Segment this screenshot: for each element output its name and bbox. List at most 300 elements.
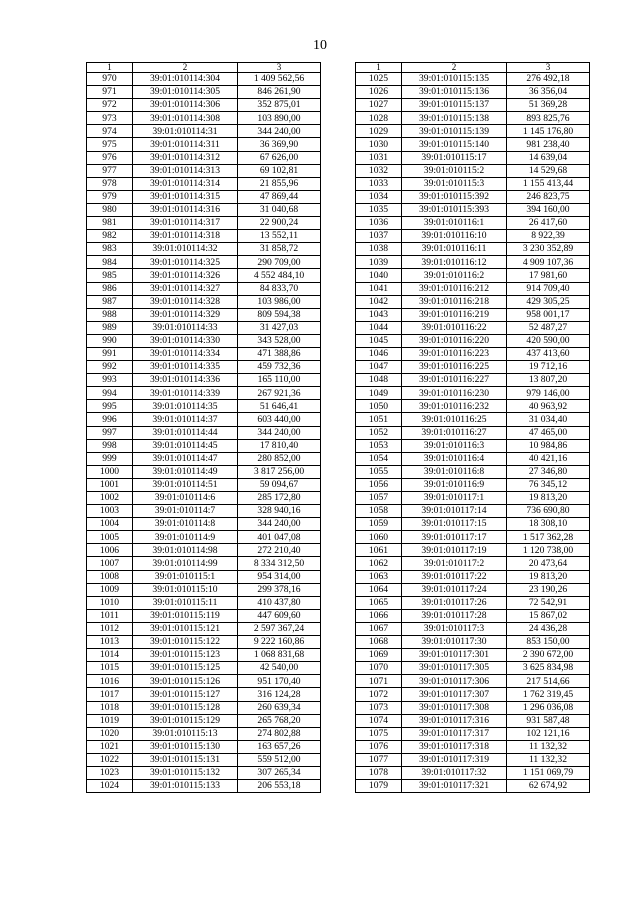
table-row <box>87 609 321 622</box>
cadastral-number-cell: 39:01:010114:330 <box>133 334 238 347</box>
table-row <box>356 701 590 714</box>
value-cell: 31 034,40 <box>507 413 590 426</box>
cadastral-number-cell: 39:01:010114:9 <box>133 531 238 544</box>
cadastral-number-cell: 39:01:010114:335 <box>133 361 238 374</box>
value-cell: 20 473,64 <box>507 557 590 570</box>
cadastral-number-cell: 39:01:010115:140 <box>402 138 507 151</box>
value-cell: 1 151 069,79 <box>507 766 590 779</box>
value-cell: 36 369,90 <box>238 138 321 151</box>
table-row <box>356 321 590 334</box>
table-row <box>356 190 590 203</box>
table-row <box>356 243 590 256</box>
cadastral-number-cell: 39:01:010116:27 <box>402 426 507 439</box>
value-cell: 47 465,00 <box>507 426 590 439</box>
row-number-cell: 1009 <box>87 583 133 596</box>
value-cell: 19 813,20 <box>507 492 590 505</box>
table-row <box>356 256 590 269</box>
cadastral-number-cell: 39:01:010114:49 <box>133 465 238 478</box>
cadastral-number-cell: 39:01:010114:7 <box>133 505 238 518</box>
row-number-cell: 991 <box>87 347 133 360</box>
row-number-cell: 1041 <box>356 282 402 295</box>
value-cell: 280 852,00 <box>238 452 321 465</box>
table-row <box>356 361 590 374</box>
row-number-cell: 1020 <box>87 727 133 740</box>
cadastral-number-cell: 39:01:010115:139 <box>402 125 507 138</box>
row-number-cell: 990 <box>87 334 133 347</box>
value-cell: 954 314,00 <box>238 570 321 583</box>
row-number-cell: 1027 <box>356 99 402 112</box>
table-row <box>356 596 590 609</box>
value-cell: 31 427,03 <box>238 321 321 334</box>
value-cell: 328 940,16 <box>238 505 321 518</box>
value-cell: 76 345,12 <box>507 478 590 491</box>
value-cell: 19 712,16 <box>507 361 590 374</box>
value-cell: 307 265,34 <box>238 766 321 779</box>
value-cell: 47 869,44 <box>238 190 321 203</box>
value-cell: 19 813,20 <box>507 570 590 583</box>
value-cell: 52 487,27 <box>507 321 590 334</box>
row-number-cell: 976 <box>87 151 133 164</box>
cadastral-number-cell: 39:01:010116:219 <box>402 308 507 321</box>
row-number-cell: 989 <box>87 321 133 334</box>
cadastral-number-cell: 39:01:010114:313 <box>133 164 238 177</box>
table-row <box>87 230 321 243</box>
value-cell: 853 150,00 <box>507 636 590 649</box>
row-number-cell: 1031 <box>356 151 402 164</box>
table-row <box>87 112 321 125</box>
table-row <box>87 295 321 308</box>
table-row <box>356 347 590 360</box>
row-number-cell: 1010 <box>87 596 133 609</box>
row-number-cell: 1056 <box>356 478 402 491</box>
cadastral-number-cell: 39:01:010115:11 <box>133 596 238 609</box>
cadastral-number-cell: 39:01:010117:307 <box>402 688 507 701</box>
table-row <box>356 636 590 649</box>
value-cell: 13 552,11 <box>238 230 321 243</box>
value-cell: 260 639,34 <box>238 701 321 714</box>
cadastral-number-cell: 39:01:010116:8 <box>402 465 507 478</box>
cadastral-number-cell: 39:01:010115:128 <box>133 701 238 714</box>
row-number-cell: 985 <box>87 269 133 282</box>
cadastral-number-cell: 39:01:010114:33 <box>133 321 238 334</box>
table-row <box>356 374 590 387</box>
value-cell: 31 858,72 <box>238 243 321 256</box>
row-number-cell: 1024 <box>87 780 133 793</box>
table-row <box>356 230 590 243</box>
row-number-cell: 992 <box>87 361 133 374</box>
value-cell: 163 657,26 <box>238 740 321 753</box>
column-header-cadastral-number: 2 <box>133 63 238 73</box>
table-row <box>87 636 321 649</box>
table-row <box>87 649 321 662</box>
value-cell: 914 709,40 <box>507 282 590 295</box>
value-cell: 394 160,00 <box>507 203 590 216</box>
row-number-cell: 1061 <box>356 544 402 557</box>
cadastral-number-cell: 39:01:010116:9 <box>402 478 507 491</box>
table-row <box>87 282 321 295</box>
row-number-cell: 988 <box>87 308 133 321</box>
cadastral-number-cell: 39:01:010117:308 <box>402 701 507 714</box>
table-row <box>87 308 321 321</box>
table-row <box>87 217 321 230</box>
row-number-cell: 1001 <box>87 478 133 491</box>
row-number-cell: 1000 <box>87 465 133 478</box>
table-row <box>87 177 321 190</box>
row-number-cell: 1058 <box>356 505 402 518</box>
cadastral-number-cell: 39:01:010115:17 <box>402 151 507 164</box>
cadastral-table-left <box>86 62 321 793</box>
cadastral-number-cell: 39:01:010115:119 <box>133 609 238 622</box>
value-cell: 1 068 831,68 <box>238 649 321 662</box>
value-cell: 67 626,00 <box>238 151 321 164</box>
row-number-cell: 1053 <box>356 439 402 452</box>
cadastral-number-cell: 39:01:010114:312 <box>133 151 238 164</box>
row-number-cell: 1067 <box>356 622 402 635</box>
value-cell: 893 825,76 <box>507 112 590 125</box>
table-row <box>356 505 590 518</box>
table-row <box>87 400 321 413</box>
table-row <box>356 217 590 230</box>
row-number-cell: 1012 <box>87 622 133 635</box>
cadastral-number-cell: 39:01:010116:227 <box>402 374 507 387</box>
cadastral-number-cell: 39:01:010116:22 <box>402 321 507 334</box>
row-number-cell: 1064 <box>356 583 402 596</box>
value-cell: 290 709,00 <box>238 256 321 269</box>
row-number-cell: 1059 <box>356 518 402 531</box>
table-row <box>87 557 321 570</box>
cadastral-number-cell: 39:01:010115:1 <box>133 570 238 583</box>
table-row <box>87 701 321 714</box>
cadastral-number-cell: 39:01:010114:37 <box>133 413 238 426</box>
table-row <box>356 662 590 675</box>
column-header-number: 1 <box>87 63 133 73</box>
table-row <box>356 727 590 740</box>
value-cell: 1 762 319,45 <box>507 688 590 701</box>
row-number-cell: 1062 <box>356 557 402 570</box>
table-row <box>356 675 590 688</box>
value-cell: 951 170,40 <box>238 675 321 688</box>
table-row <box>87 86 321 99</box>
cadastral-number-cell: 39:01:010117:306 <box>402 675 507 688</box>
cadastral-number-cell: 39:01:010115:129 <box>133 714 238 727</box>
row-number-cell: 975 <box>87 138 133 151</box>
cadastral-number-cell: 39:01:010114:45 <box>133 439 238 452</box>
cadastral-number-cell: 39:01:010116:220 <box>402 334 507 347</box>
table-row <box>356 544 590 557</box>
row-number-cell: 1028 <box>356 112 402 125</box>
row-number-cell: 1029 <box>356 125 402 138</box>
value-cell: 13 807,20 <box>507 374 590 387</box>
table-row <box>87 190 321 203</box>
row-number-cell: 979 <box>87 190 133 203</box>
value-cell: 23 190,26 <box>507 583 590 596</box>
value-cell: 1 145 176,80 <box>507 125 590 138</box>
table-row <box>356 649 590 662</box>
row-number-cell: 1057 <box>356 492 402 505</box>
table-row <box>356 282 590 295</box>
table-row <box>356 465 590 478</box>
row-number-cell: 993 <box>87 374 133 387</box>
cadastral-number-cell: 39:01:010114:317 <box>133 217 238 230</box>
value-cell: 1 120 738,00 <box>507 544 590 557</box>
table-row <box>87 164 321 177</box>
cadastral-number-cell: 39:01:010115:131 <box>133 753 238 766</box>
value-cell: 272 210,40 <box>238 544 321 557</box>
row-number-cell: 1037 <box>356 230 402 243</box>
table-row <box>356 387 590 400</box>
table-row <box>87 662 321 675</box>
table-row <box>356 780 590 793</box>
value-cell: 437 413,60 <box>507 347 590 360</box>
row-number-cell: 978 <box>87 177 133 190</box>
row-number-cell: 987 <box>87 295 133 308</box>
cadastral-number-cell: 39:01:010114:8 <box>133 518 238 531</box>
value-cell: 809 594,38 <box>238 308 321 321</box>
value-cell: 59 094,67 <box>238 478 321 491</box>
value-cell: 51 646,41 <box>238 400 321 413</box>
value-cell: 40 421,16 <box>507 452 590 465</box>
value-cell: 4 909 107,36 <box>507 256 590 269</box>
row-number-cell: 1026 <box>356 86 402 99</box>
cadastral-number-cell: 39:01:010115:393 <box>402 203 507 216</box>
table-row <box>356 753 590 766</box>
row-number-cell: 1016 <box>87 675 133 688</box>
column-header-number: 1 <box>356 63 402 73</box>
value-cell: 14 639,04 <box>507 151 590 164</box>
row-number-cell: 1032 <box>356 164 402 177</box>
cadastral-number-cell: 39:01:010115:121 <box>133 622 238 635</box>
table-row <box>356 557 590 570</box>
cadastral-number-cell: 39:01:010117:317 <box>402 727 507 740</box>
value-cell: 1 409 562,56 <box>238 73 321 86</box>
table-row <box>87 492 321 505</box>
value-cell: 17 810,40 <box>238 439 321 452</box>
row-number-cell: 1043 <box>356 308 402 321</box>
cadastral-number-cell: 39:01:010115:135 <box>402 73 507 86</box>
cadastral-number-cell: 39:01:010115:123 <box>133 649 238 662</box>
value-cell: 471 388,86 <box>238 347 321 360</box>
row-number-cell: 1068 <box>356 636 402 649</box>
cadastral-number-cell: 39:01:010114:327 <box>133 282 238 295</box>
table-row <box>356 400 590 413</box>
cadastral-number-cell: 39:01:010117:2 <box>402 557 507 570</box>
cadastral-number-cell: 39:01:010114:31 <box>133 125 238 138</box>
row-number-cell: 999 <box>87 452 133 465</box>
cadastral-number-cell: 39:01:010114:306 <box>133 99 238 112</box>
table-row <box>356 269 590 282</box>
value-cell: 31 040,68 <box>238 203 321 216</box>
cadastral-number-cell: 39:01:010114:334 <box>133 347 238 360</box>
cadastral-number-cell: 39:01:010117:28 <box>402 609 507 622</box>
cadastral-number-cell: 39:01:010115:2 <box>402 164 507 177</box>
value-cell: 958 001,17 <box>507 308 590 321</box>
value-cell: 206 553,18 <box>238 780 321 793</box>
value-cell: 14 529,68 <box>507 164 590 177</box>
row-number-cell: 1074 <box>356 714 402 727</box>
table-row <box>356 714 590 727</box>
row-number-cell: 983 <box>87 243 133 256</box>
cadastral-number-cell: 39:01:010117:15 <box>402 518 507 531</box>
table-row <box>356 295 590 308</box>
row-number-cell: 980 <box>87 203 133 216</box>
table-row <box>87 99 321 112</box>
column-header-cadastral-number: 2 <box>402 63 507 73</box>
value-cell: 979 146,00 <box>507 387 590 400</box>
value-cell: 447 609,60 <box>238 609 321 622</box>
cadastral-number-cell: 39:01:010116:12 <box>402 256 507 269</box>
table-row <box>356 478 590 491</box>
table-row <box>356 164 590 177</box>
table-row <box>356 622 590 635</box>
value-cell: 72 542,91 <box>507 596 590 609</box>
value-cell: 40 963,92 <box>507 400 590 413</box>
table-row <box>87 714 321 727</box>
table-row <box>356 125 590 138</box>
row-number-cell: 1047 <box>356 361 402 374</box>
row-number-cell: 1075 <box>356 727 402 740</box>
table-row <box>356 492 590 505</box>
cadastral-number-cell: 39:01:010114:99 <box>133 557 238 570</box>
table-row <box>87 439 321 452</box>
cadastral-number-cell: 39:01:010114:311 <box>133 138 238 151</box>
value-cell: 27 346,80 <box>507 465 590 478</box>
value-cell: 24 436,28 <box>507 622 590 635</box>
cadastral-number-cell: 39:01:010115:392 <box>402 190 507 203</box>
row-number-cell: 1035 <box>356 203 402 216</box>
row-number-cell: 1071 <box>356 675 402 688</box>
table-row <box>87 269 321 282</box>
table-row <box>356 426 590 439</box>
value-cell: 22 900,24 <box>238 217 321 230</box>
cadastral-number-cell: 39:01:010116:218 <box>402 295 507 308</box>
cadastral-number-cell: 39:01:010114:6 <box>133 492 238 505</box>
value-cell: 3 230 352,89 <box>507 243 590 256</box>
value-cell: 285 172,80 <box>238 492 321 505</box>
value-cell: 17 981,60 <box>507 269 590 282</box>
cadastral-number-cell: 39:01:010115:126 <box>133 675 238 688</box>
row-number-cell: 1008 <box>87 570 133 583</box>
row-number-cell: 1077 <box>356 753 402 766</box>
cadastral-number-cell: 39:01:010117:26 <box>402 596 507 609</box>
table-row <box>87 727 321 740</box>
value-cell: 559 512,00 <box>238 753 321 766</box>
row-number-cell: 995 <box>87 400 133 413</box>
table-header-row <box>356 63 590 73</box>
row-number-cell: 1025 <box>356 73 402 86</box>
table-row <box>87 518 321 531</box>
value-cell: 246 823,75 <box>507 190 590 203</box>
row-number-cell: 1055 <box>356 465 402 478</box>
value-cell: 343 528,00 <box>238 334 321 347</box>
table-row <box>356 99 590 112</box>
table-row <box>356 112 590 125</box>
cadastral-number-cell: 39:01:010114:98 <box>133 544 238 557</box>
row-number-cell: 1021 <box>87 740 133 753</box>
column-header-value: 3 <box>507 63 590 73</box>
row-number-cell: 1052 <box>356 426 402 439</box>
cadastral-number-cell: 39:01:010117:14 <box>402 505 507 518</box>
value-cell: 102 121,16 <box>507 727 590 740</box>
value-cell: 15 867,02 <box>507 609 590 622</box>
table-row <box>87 243 321 256</box>
row-number-cell: 1066 <box>356 609 402 622</box>
cadastral-number-cell: 39:01:010117:316 <box>402 714 507 727</box>
value-cell: 344 240,00 <box>238 426 321 439</box>
cadastral-number-cell: 39:01:010114:35 <box>133 400 238 413</box>
cadastral-number-cell: 39:01:010115:13 <box>133 727 238 740</box>
row-number-cell: 1045 <box>356 334 402 347</box>
table-row <box>87 740 321 753</box>
cadastral-number-cell: 39:01:010117:1 <box>402 492 507 505</box>
row-number-cell: 1072 <box>356 688 402 701</box>
row-number-cell: 972 <box>87 99 133 112</box>
value-cell: 736 690,80 <box>507 505 590 518</box>
table-row <box>356 452 590 465</box>
row-number-cell: 1005 <box>87 531 133 544</box>
value-cell: 36 356,04 <box>507 86 590 99</box>
table-row <box>356 151 590 164</box>
cadastral-number-cell: 39:01:010117:305 <box>402 662 507 675</box>
row-number-cell: 1065 <box>356 596 402 609</box>
row-number-cell: 973 <box>87 112 133 125</box>
value-cell: 603 440,00 <box>238 413 321 426</box>
cadastral-number-cell: 39:01:010117:321 <box>402 780 507 793</box>
table-row <box>356 73 590 86</box>
row-number-cell: 1070 <box>356 662 402 675</box>
cadastral-number-cell: 39:01:010114:44 <box>133 426 238 439</box>
value-cell: 267 921,36 <box>238 387 321 400</box>
table-row <box>87 596 321 609</box>
value-cell: 265 768,20 <box>238 714 321 727</box>
table-row <box>87 374 321 387</box>
value-cell: 420 590,00 <box>507 334 590 347</box>
table-row <box>356 439 590 452</box>
row-number-cell: 1048 <box>356 374 402 387</box>
value-cell: 1 155 413,44 <box>507 177 590 190</box>
cadastral-number-cell: 39:01:010115:130 <box>133 740 238 753</box>
table-row <box>87 753 321 766</box>
value-cell: 217 514,66 <box>507 675 590 688</box>
cadastral-number-cell: 39:01:010117:3 <box>402 622 507 635</box>
cadastral-number-cell: 39:01:010114:305 <box>133 86 238 99</box>
cadastral-number-cell: 39:01:010116:3 <box>402 439 507 452</box>
row-number-cell: 1030 <box>356 138 402 151</box>
row-number-cell: 974 <box>87 125 133 138</box>
row-number-cell: 1004 <box>87 518 133 531</box>
cadastral-number-cell: 39:01:010114:325 <box>133 256 238 269</box>
cadastral-number-cell: 39:01:010116:230 <box>402 387 507 400</box>
cadastral-number-cell: 39:01:010115:10 <box>133 583 238 596</box>
row-number-cell: 1018 <box>87 701 133 714</box>
table-row <box>87 426 321 439</box>
value-cell: 3 817 256,00 <box>238 465 321 478</box>
cadastral-number-cell: 39:01:010114:328 <box>133 295 238 308</box>
value-cell: 11 132,32 <box>507 753 590 766</box>
cadastral-number-cell: 39:01:010117:32 <box>402 766 507 779</box>
value-cell: 69 102,81 <box>238 164 321 177</box>
row-number-cell: 1013 <box>87 636 133 649</box>
table-row <box>356 740 590 753</box>
table-row <box>87 361 321 374</box>
cadastral-number-cell: 39:01:010116:4 <box>402 452 507 465</box>
value-cell: 3 625 834,98 <box>507 662 590 675</box>
cadastral-number-cell: 39:01:010114:329 <box>133 308 238 321</box>
row-number-cell: 997 <box>87 426 133 439</box>
value-cell: 26 417,60 <box>507 217 590 230</box>
row-number-cell: 1003 <box>87 505 133 518</box>
table-row <box>356 518 590 531</box>
value-cell: 8 334 312,50 <box>238 557 321 570</box>
